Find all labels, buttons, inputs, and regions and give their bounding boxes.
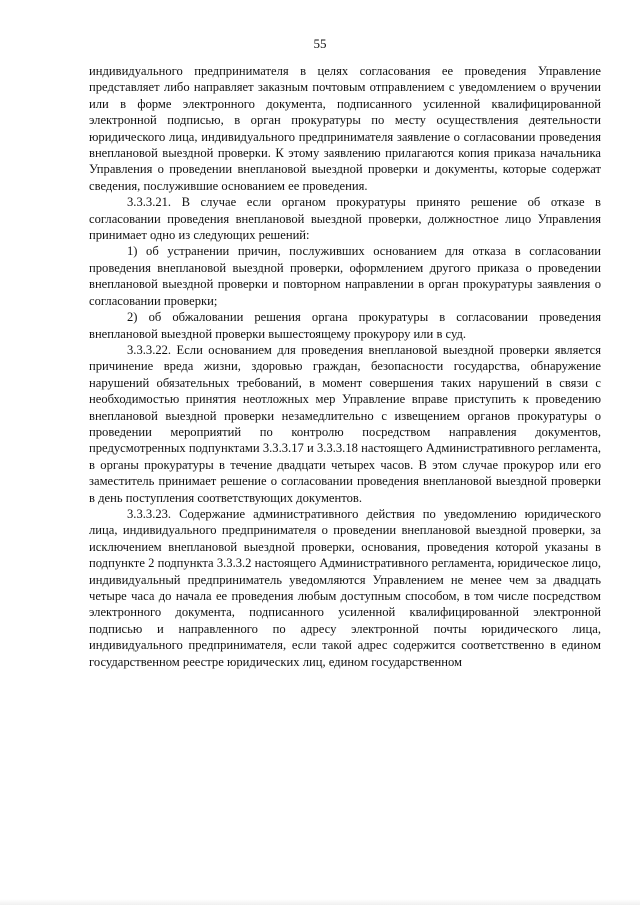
paragraph-3-3-3-21: 3.3.3.21. В случае если органом прокуратуры принято решение об отказе в согласовании проведения внеплановой выездной проверки, должностное лицо Управления принимает одно из следующих решений: xyxy=(89,195,601,243)
scan-edge xyxy=(0,899,640,905)
paragraph-item-2: 2) об обжаловании решения органа прокуратуры в согласовании проведения внеплановой выездной проверки вышестоящему прокурору или в суд. xyxy=(89,310,601,341)
page-number: 55 xyxy=(313,36,327,51)
paragraph-3-3-3-22: 3.3.3.22. Если основанием для проведения внеплановой выездной проверки является причинение вреда жизни, здоровью граждан, безопасности государства, обнаружение нарушений обязательных требований, в момент совершения таких нарушений в связи с необходимостью принятия неотложных мер Управление вправе приступить к проведению внеплановой выездной проверки незамедлительно с извещением органов прокуратуры о проведении мероприятий по контролю посредством направления документов, предусмотренных подпунктами 3.3.3.17 и 3.3.3.18 настоящего Административного регламента, в органы прокуратуры в течение двадцати четырех часов. В этом случае прокурор или его заместитель принимает решение о согласовании проведения внеплановой выездной проверки в день поступления соответствующих документов. xyxy=(89,342,601,505)
paragraph-continuation: индивидуального предпринимателя в целях согласования ее проведения Управление представляет либо направляет заказным почтовым отправлением с уведомлением о вручении или в форме электронного документа, подписанного усиленной квалифицированной электронной подписью, в орган прокуратуры по месту осуществления деятельности юридического лица, индивидуального предпринимателя заявление о согласовании проведения внеплановой выездной проверки. К этому заявлению прилагаются копия приказа начальника Управления о проведении внеплановой выездной проверки и документы, которые содержат сведения, послужившие основанием ее проведения. xyxy=(89,64,601,193)
paragraph-item-1: 1) об устранении причин, послуживших основанием для отказа в согласовании проведения внеплановой выездной проверки, оформлением другого приказа о проведении внеплановой выездной проверки и повторном направлении в орган прокуратуры заявления о согласовании проверки; xyxy=(89,244,601,308)
document-body xyxy=(89,63,601,670)
paragraph-3-3-3-23: 3.3.3.23. Содержание административного действия по уведомлению юридического лица, индивидуального предпринимателя о проведении внеплановой выездной проверки, за исключением внеплановой выездной проверки, основания, проведения которой указаны в подпункте 2 подпункта 3.3.3.2 настоящего Административного регламента, юридическое лицо, индивидуальный предприниматель уведомляются Управлением не менее чем за двадцать четыре часа до начала ее проведения любым доступным способом, в том числе посредством электронного документа, подписанного усиленной квалифицированной электронной подписью и направленного по адресу электронной почты юридического лица, индивидуального предпринимателя, если такой адрес содержится соответственно в едином государственном реестре юридических лиц, едином государственном xyxy=(89,506,601,669)
